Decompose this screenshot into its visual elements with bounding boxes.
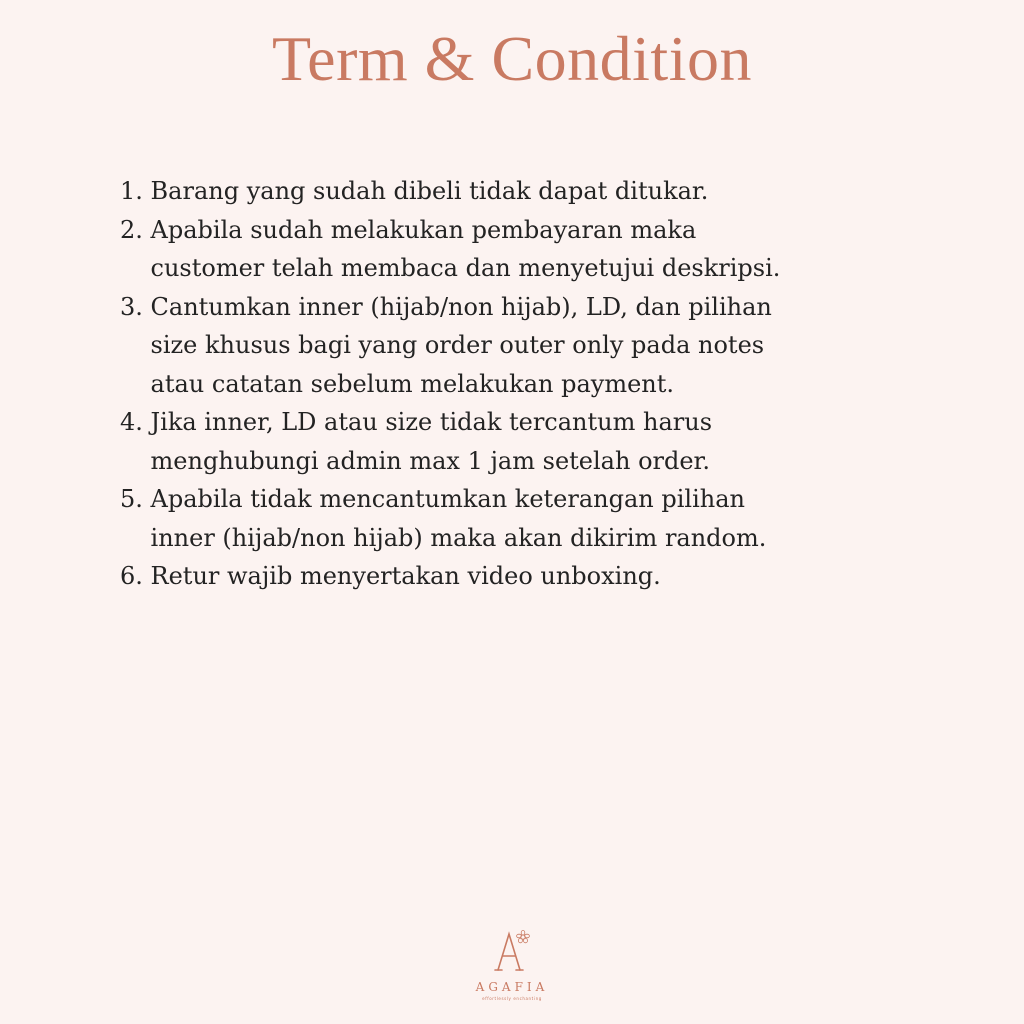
- term-item-5: [120, 480, 900, 557]
- term-number: 6.: [120, 562, 151, 590]
- term-item-1: [120, 172, 900, 211]
- term-item-2: [120, 211, 900, 288]
- term-number: 4.: [120, 408, 151, 436]
- term-text: Barang yang sudah dibeli tidak dapat ditukar.: [150, 177, 709, 205]
- term-text: Apabila tidak mencantumkan keterangan pilihan inner (hijab/non hijab) maka akan dikirim random.: [150, 485, 767, 552]
- term-text: Retur wajib menyertakan video unboxing.: [150, 562, 661, 590]
- term-number: 1.: [120, 177, 151, 205]
- term-item-6: [120, 557, 900, 596]
- brand-logo: [462, 928, 562, 1008]
- term-number: 2.: [120, 215, 151, 244]
- term-item-3: [120, 288, 900, 404]
- brand-tagline: effortlessly enchanting: [482, 996, 542, 1001]
- terms-list: [120, 172, 900, 596]
- term-text: Cantumkan inner (hijab/non hijab), LD, dan pilihan size khusus bagi yang order outer only pada notes atau catatan sebelum melakukan payment.: [150, 292, 772, 398]
- term-number: 5.: [120, 485, 151, 513]
- page-title: Term & Condition: [272, 23, 752, 94]
- term-item-4: [120, 403, 900, 480]
- letter-a-flower-icon: [494, 928, 530, 974]
- brand-wordmark: AGAFIA: [475, 980, 549, 994]
- term-text: Jika inner, LD atau size tidak tercantum harus menghubungi admin max 1 jam setelah order.: [150, 408, 713, 475]
- term-text: Apabila sudah melakukan pembayaran maka customer telah membaca dan menyetujui deskripsi.: [150, 215, 781, 282]
- term-number: 3.: [120, 292, 151, 321]
